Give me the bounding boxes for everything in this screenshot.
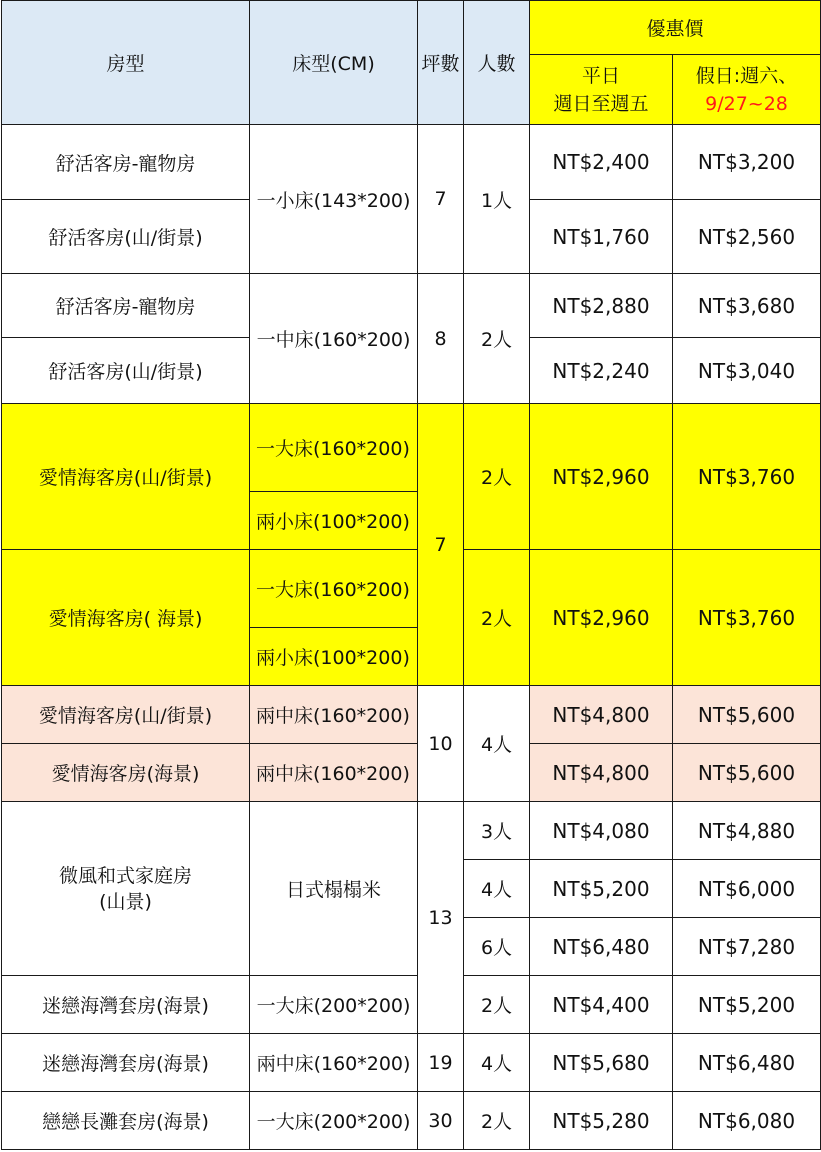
bed-type: 兩小床(100*200) — [250, 628, 418, 686]
bed-type: 兩中床(160*200) — [250, 686, 418, 744]
room-name-line1: 微風和式家庭房 — [58, 864, 192, 887]
holiday-price: NT$3,680 — [673, 274, 821, 338]
weekday-price: NT$1,760 — [530, 200, 673, 274]
holiday-price: NT$5,200 — [673, 976, 821, 1034]
holiday-price: NT$3,040 — [673, 338, 821, 404]
table-row — [2, 274, 821, 338]
weekday-price: NT$5,280 — [530, 1092, 673, 1150]
holiday-price: NT$3,760 — [673, 404, 821, 550]
bed-type: 日式榻榻米 — [250, 802, 418, 976]
holiday-price: NT$3,200 — [673, 125, 821, 200]
room-name: 舒活客房-寵物房 — [2, 274, 250, 338]
table-row — [2, 125, 821, 200]
table-row — [2, 1092, 821, 1150]
table-row — [2, 744, 821, 802]
people-count: 3人 — [464, 802, 530, 860]
room-name: 迷戀海灣套房(海景) — [2, 1034, 250, 1092]
holiday-price: NT$5,600 — [673, 744, 821, 802]
ping-count: 13 — [418, 802, 464, 1034]
weekday-price: NT$5,680 — [530, 1034, 673, 1092]
room-name: 舒活客房(山/街景) — [2, 200, 250, 274]
ping-count: 30 — [418, 1092, 464, 1150]
weekday-price: NT$2,240 — [530, 338, 673, 404]
room-name: 舒活客房-寵物房 — [2, 125, 250, 200]
room-name-line2: (山景) — [99, 890, 152, 913]
header-bed-type: 床型(CM) — [250, 1, 418, 125]
people-count: 2人 — [464, 274, 530, 404]
table-row — [2, 976, 821, 1034]
ping-count: 7 — [418, 404, 464, 686]
header-discount-price: 優惠價 — [530, 1, 821, 55]
header-weekday-line1: 平日 — [581, 64, 620, 87]
weekday-price: NT$5,200 — [530, 860, 673, 918]
header-holiday-line2: 9/27~28 — [705, 92, 788, 115]
weekday-price: NT$4,080 — [530, 802, 673, 860]
weekday-price: NT$4,800 — [530, 744, 673, 802]
ping-count: 8 — [418, 274, 464, 404]
people-count: 1人 — [464, 125, 530, 274]
weekday-price: NT$6,480 — [530, 918, 673, 976]
table-row — [2, 1034, 821, 1092]
holiday-price: NT$6,480 — [673, 1034, 821, 1092]
holiday-price: NT$2,560 — [673, 200, 821, 274]
header-weekday — [530, 55, 673, 125]
room-name: 愛情海客房(山/街景) — [2, 686, 250, 744]
bed-type: 兩中床(160*200) — [250, 744, 418, 802]
people-count: 2人 — [464, 550, 530, 686]
room-name: 舒活客房(山/街景) — [2, 338, 250, 404]
weekday-price: NT$2,960 — [530, 404, 673, 550]
bed-type: 兩小床(100*200) — [250, 492, 418, 550]
bed-type: 一中床(160*200) — [250, 274, 418, 404]
bed-type: 兩中床(160*200) — [250, 1034, 418, 1092]
people-count: 4人 — [464, 686, 530, 802]
ping-count: 19 — [418, 1034, 464, 1092]
weekday-price: NT$4,800 — [530, 686, 673, 744]
header-weekday-line2: 週日至週五 — [553, 92, 649, 115]
holiday-price: NT$5,600 — [673, 686, 821, 744]
bed-type: 一大床(200*200) — [250, 976, 418, 1034]
table-row — [2, 404, 821, 492]
holiday-price: NT$6,080 — [673, 1092, 821, 1150]
table-row — [2, 802, 821, 860]
table-row — [2, 550, 821, 628]
ping-count: 10 — [418, 686, 464, 802]
holiday-price: NT$4,880 — [673, 802, 821, 860]
weekday-price: NT$2,880 — [530, 274, 673, 338]
ping-count: 7 — [418, 125, 464, 274]
weekday-price: NT$4,400 — [530, 976, 673, 1034]
header-people: 人數 — [464, 1, 530, 125]
bed-type: 一小床(143*200) — [250, 125, 418, 274]
table-row — [2, 686, 821, 744]
header-room-type: 房型 — [2, 1, 250, 125]
header-holiday — [673, 55, 821, 125]
room-name: 戀戀長灘套房(海景) — [2, 1092, 250, 1150]
people-count: 2人 — [464, 976, 530, 1034]
holiday-price: NT$6,000 — [673, 860, 821, 918]
header-ping: 坪數 — [418, 1, 464, 125]
room-price-table — [1, 0, 821, 1150]
people-count: 2人 — [464, 404, 530, 550]
weekday-price: NT$2,400 — [530, 125, 673, 200]
bed-type: 一大床(160*200) — [250, 404, 418, 492]
people-count: 4人 — [464, 1034, 530, 1092]
people-count: 4人 — [464, 860, 530, 918]
room-name: 愛情海客房(山/街景) — [2, 404, 250, 550]
holiday-price: NT$3,760 — [673, 550, 821, 686]
room-name — [2, 802, 250, 976]
header-holiday-line1: 假日:週六、 — [695, 64, 798, 87]
bed-type: 一大床(160*200) — [250, 550, 418, 628]
people-count: 6人 — [464, 918, 530, 976]
room-name: 迷戀海灣套房(海景) — [2, 976, 250, 1034]
holiday-price: NT$7,280 — [673, 918, 821, 976]
people-count: 2人 — [464, 1092, 530, 1150]
room-name: 愛情海客房(海景) — [2, 744, 250, 802]
room-name: 愛情海客房( 海景) — [2, 550, 250, 686]
bed-type: 一大床(200*200) — [250, 1092, 418, 1150]
weekday-price: NT$2,960 — [530, 550, 673, 686]
